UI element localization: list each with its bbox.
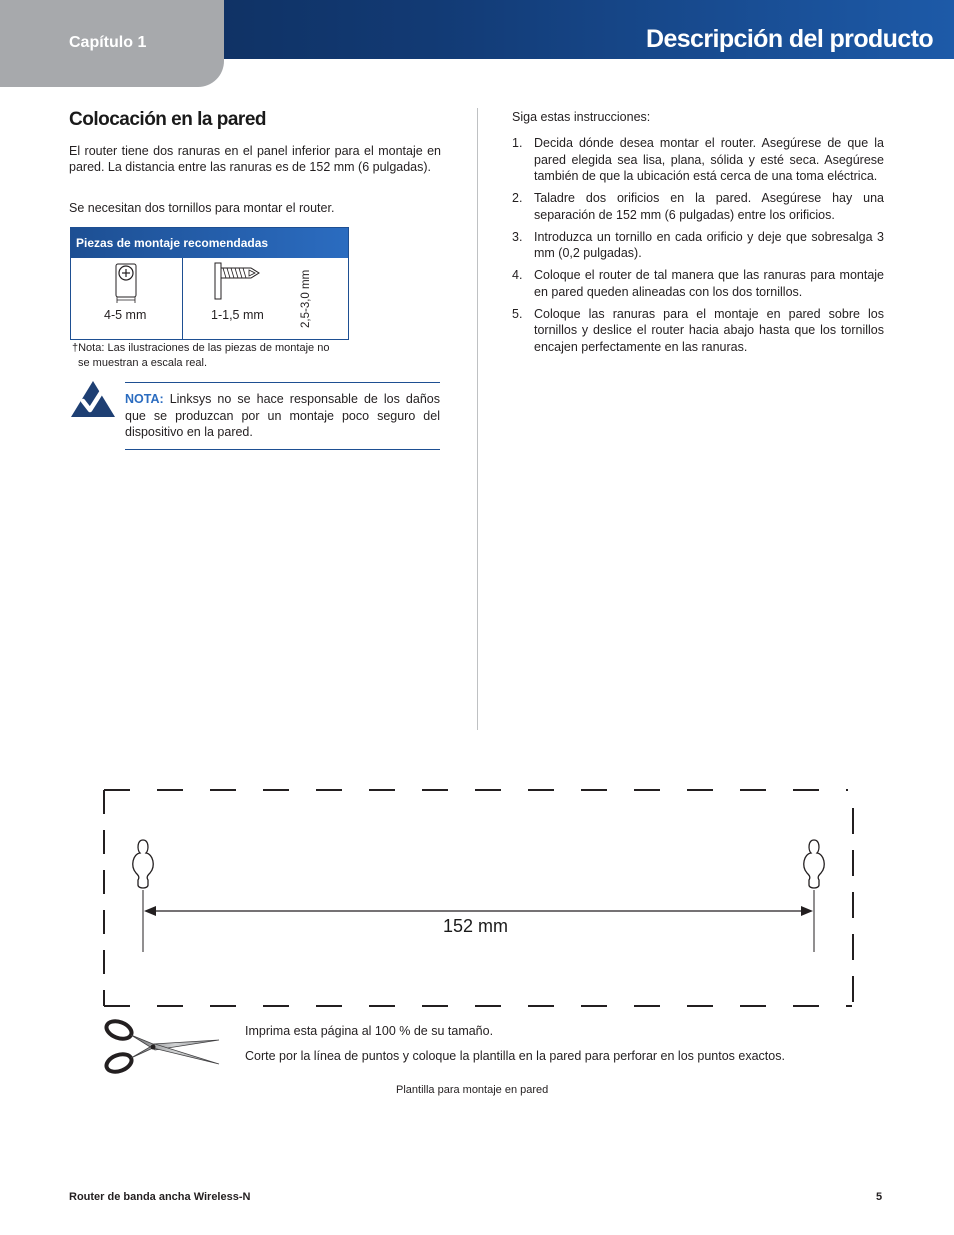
cut-instruction: Corte por la línea de puntos y coloque la plantilla en la pared para perforar en los puntos exactos. bbox=[245, 1049, 785, 1063]
note-label: NOTA: bbox=[125, 392, 164, 406]
step-number: 1. bbox=[512, 136, 523, 150]
chapter-tab bbox=[0, 0, 224, 87]
list-item bbox=[512, 229, 884, 262]
screw-head-icon bbox=[71, 258, 183, 308]
footnote-line-2: se muestran a escala real. bbox=[78, 357, 208, 369]
keyhole-slot-left bbox=[133, 840, 153, 888]
step-text: Decida dónde desea montar el router. Asegúrese de que la pared elegida sea lisa, plana, sólida y esté seca. Asegúrese también de que la ubicación está cerca de una toma eléctrica. bbox=[534, 136, 884, 183]
step-number: 4. bbox=[512, 268, 523, 282]
chapter-label: Capítulo 1 bbox=[69, 34, 147, 51]
note-bottom-rule bbox=[125, 449, 440, 450]
step-number: 5. bbox=[512, 306, 523, 321]
length-label: 2,5-3,0 mm bbox=[300, 269, 312, 328]
screw-side-icon bbox=[183, 258, 349, 308]
list-item bbox=[512, 190, 884, 223]
screw-head-cell bbox=[71, 258, 183, 340]
screw-shaft-cell bbox=[183, 258, 349, 340]
print-instruction: Imprima esta página al 100 % de su tamaño. bbox=[245, 1024, 494, 1038]
list-item bbox=[512, 135, 884, 185]
step-text: Coloque las ranuras para el montaje en pared sobre los tornillos y deslice el router hacia abajo hasta que los tornillos encajen perfectamente en las ranuras. bbox=[534, 306, 884, 354]
footnote-line-1: †Nota: Las ilustraciones de las piezas de montaje no bbox=[72, 342, 330, 354]
steps-list bbox=[512, 135, 884, 361]
instructions-intro: Siga estas instrucciones: bbox=[512, 110, 651, 124]
intro-paragraph: El router tiene dos ranuras en el panel inferior para el montaje en pared. La distancia entre las ranuras es de 152 mm (6 pulgadas). bbox=[69, 144, 441, 175]
note-text bbox=[125, 391, 440, 441]
footer-product-name: Router de banda ancha Wireless-N bbox=[69, 1191, 251, 1203]
keyhole-slot-right bbox=[804, 840, 824, 888]
cut-line bbox=[104, 790, 853, 1006]
checkmark-note-icon bbox=[70, 380, 116, 418]
mounting-template bbox=[0, 780, 954, 1020]
hardware-table bbox=[70, 227, 349, 340]
footnote bbox=[72, 341, 362, 371]
head-size-label: 4-5 mm bbox=[104, 308, 147, 322]
note-top-rule bbox=[125, 382, 440, 383]
column-divider bbox=[477, 108, 478, 730]
list-item bbox=[512, 306, 884, 356]
section-heading: Colocación en la pared bbox=[69, 109, 266, 130]
step-text: Coloque el router de tal manera que las ranuras para montaje en pared queden alineadas con los dos tornillos. bbox=[534, 268, 884, 299]
page-number: 5 bbox=[876, 1191, 883, 1203]
scissors-icon bbox=[103, 1018, 221, 1076]
step-text: Taladre dos orificios en la pared. Asegúrese hay una separación de 152 mm (6 pulgadas) entre los orificios. bbox=[534, 191, 884, 222]
dimension-label: 152 mm bbox=[443, 916, 509, 936]
screws-paragraph: Se necesitan dos tornillos para montar el router. bbox=[69, 201, 335, 215]
hardware-table-title: Piezas de montaje recomendadas bbox=[71, 228, 348, 258]
note-body: Linksys no se hace responsable de los daños que se produzcan por un montaje poco seguro del dispositivo en la pared. bbox=[125, 392, 440, 439]
page-title: Descripción del producto bbox=[646, 25, 934, 53]
list-item bbox=[512, 267, 884, 300]
shaft-size-label: 1-1,5 mm bbox=[211, 308, 264, 322]
step-number: 2. bbox=[512, 191, 523, 205]
step-text: Introduzca un tornillo en cada orificio y deje que sobresalga 3 mm (0,2 pulgadas). bbox=[534, 229, 884, 260]
step-number: 3. bbox=[512, 229, 523, 244]
template-caption: Plantilla para montaje en pared bbox=[396, 1084, 549, 1096]
